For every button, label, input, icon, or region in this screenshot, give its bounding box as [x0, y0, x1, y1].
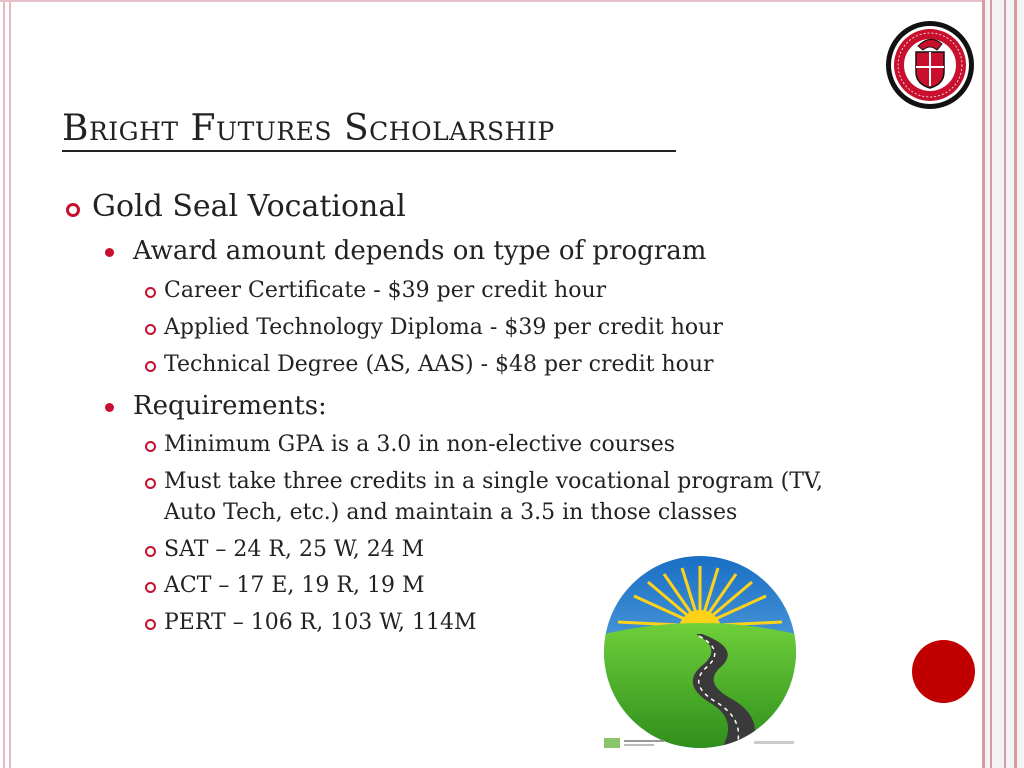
- bullet-award-amount: Award amount depends on type of program: [133, 236, 707, 266]
- ring-bullet-icon: [145, 478, 156, 489]
- list-item: Must take three credits in a single vocational program (TV,: [164, 469, 823, 494]
- ring-bullet-icon: [145, 546, 156, 557]
- right-border-line: [990, 0, 992, 768]
- red-circle-decoration: [912, 640, 975, 703]
- bullet-gold-seal: Gold Seal Vocational: [92, 189, 406, 224]
- ring-bullet-icon: [145, 619, 156, 630]
- ring-bullet-icon: [145, 582, 156, 593]
- slide-title: Bright Futures Scholarship: [62, 108, 555, 149]
- ring-bullet-icon: [145, 361, 156, 372]
- ring-bullet-icon: [145, 324, 156, 335]
- dot-bullet-icon: [105, 248, 114, 257]
- list-item: Career Certificate - $39 per credit hour: [164, 278, 607, 303]
- left-border-line: [9, 0, 11, 768]
- winding-road-sunrise-image: [604, 556, 796, 748]
- list-item-continuation: Auto Tech, etc.) and maintain a 3.5 in those classes: [164, 500, 738, 525]
- list-item: PERT – 106 R, 103 W, 114M: [164, 610, 477, 635]
- top-border-line: [0, 0, 982, 2]
- bullet-requirements: Requirements:: [133, 391, 327, 421]
- left-border-line: [3, 0, 5, 768]
- right-border-line: [1004, 0, 1006, 768]
- school-seal-icon: [885, 20, 975, 110]
- image-watermark-icon: [604, 736, 796, 750]
- list-item: ACT – 17 E, 19 R, 19 M: [164, 573, 425, 598]
- right-border-line: [982, 0, 985, 768]
- list-item: Applied Technology Diploma - $39 per credit hour: [164, 315, 723, 340]
- list-item: Minimum GPA is a 3.0 in non-elective courses: [164, 432, 676, 457]
- list-item: SAT – 24 R, 25 W, 24 M: [164, 537, 425, 562]
- right-border-line: [1014, 0, 1017, 768]
- dot-bullet-icon: [105, 403, 114, 412]
- ring-bullet-icon: [145, 287, 156, 298]
- ring-bullet-icon: [66, 203, 80, 217]
- list-item: Technical Degree (AS, AAS) - $48 per credit hour: [164, 352, 714, 377]
- ring-bullet-icon: [145, 441, 156, 452]
- right-band: [982, 0, 1024, 768]
- title-underline: [62, 150, 676, 152]
